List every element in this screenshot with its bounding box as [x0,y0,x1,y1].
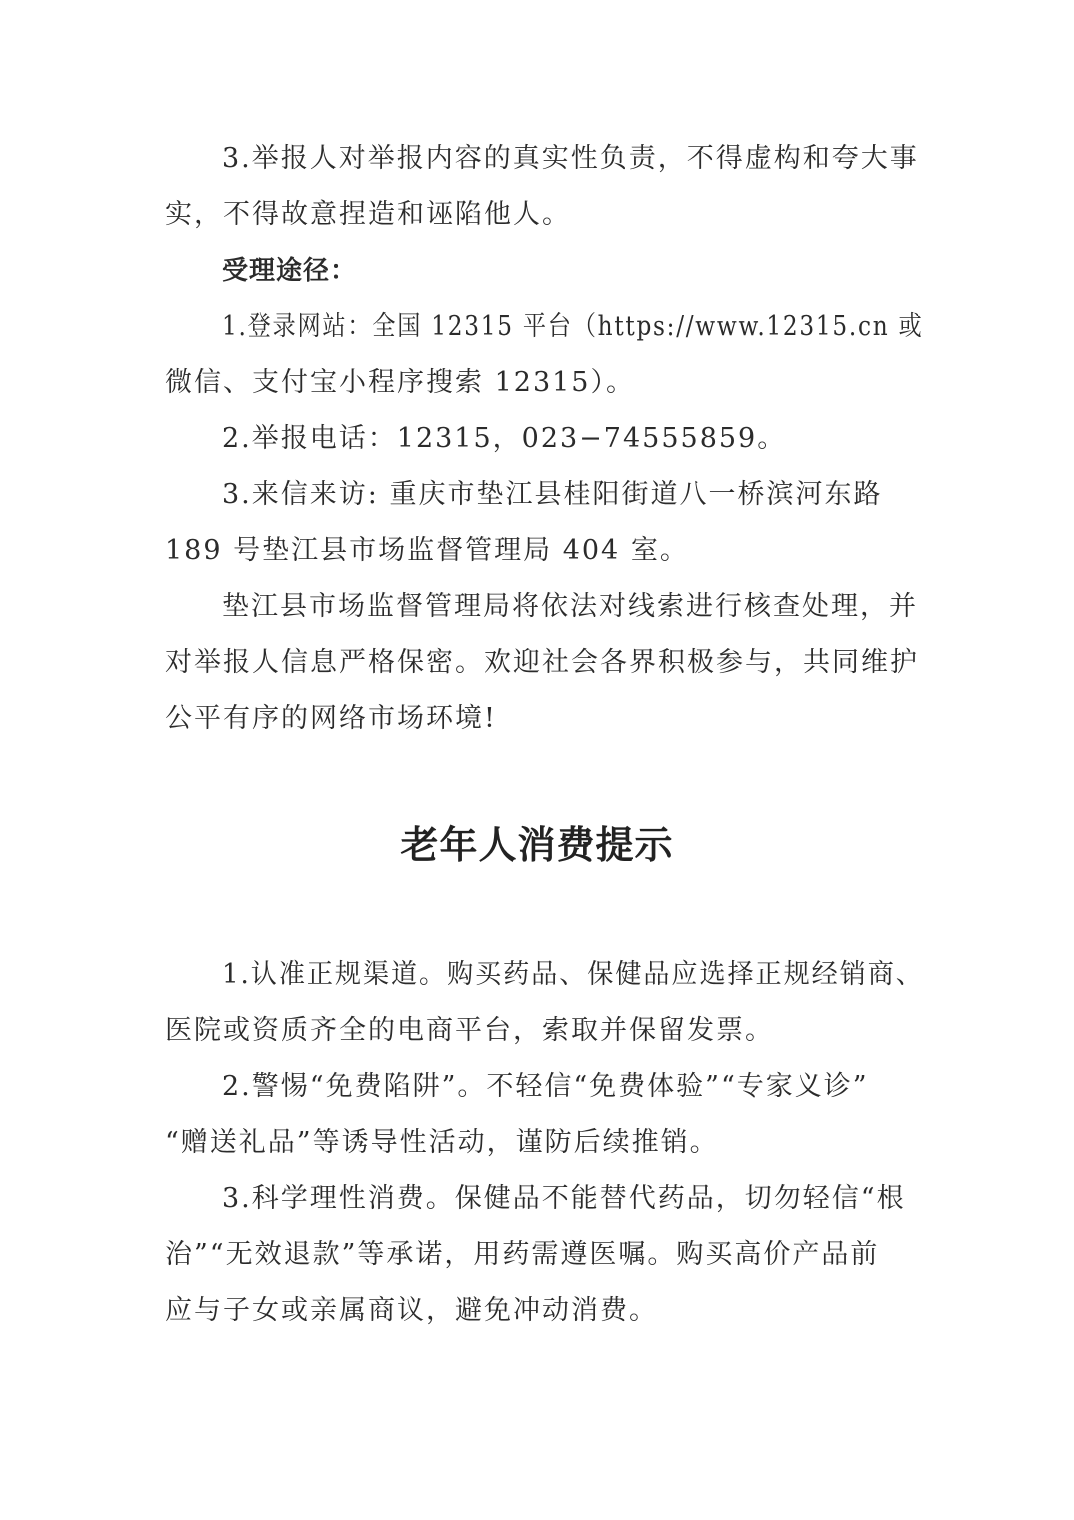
paragraph-line: 1.认准正规渠道。购买药品、保健品应选择正规经销商、 [222,959,924,990]
section-title: 老年人消费提示 [400,822,674,867]
paragraph-line: 对举报人信息严格保密。欢迎社会各界积极参与，共同维护 [165,647,919,678]
paragraph-line: 189 号垫江县市场监督管理局 404 室。 [165,535,689,566]
paragraph-line: 1.登录网站：全国 12315 平台（https://www.12315.cn 或 [222,311,924,342]
paragraph-line: 公平有序的网络市场环境! [165,703,497,734]
paragraph-line: 3.科学理性消费。保健品不能替代药品，切勿轻信“根 [222,1183,906,1214]
paragraph-line: 治”“无效退款”等承诺，用药需遵医嘱。购买高价产品前 [165,1239,880,1270]
paragraph-line: 微信、支付宝小程序搜索 12315）。 [165,367,635,398]
paragraph-line: 3.举报人对举报内容的真实性负责，不得虚构和夸大事 [222,143,919,174]
paragraph-line: 实，不得故意捏造和诬陷他人。 [165,199,571,230]
paragraph-line: 2.警惕“免费陷阱”。不轻信“免费体验”“专家义诊” [222,1071,869,1102]
paragraph-line: 医院或资质齐全的电商平台，索取并保留发票。 [165,1015,774,1046]
paragraph-line: “赠送礼品”等诱导性活动，谨防后续推销。 [165,1127,719,1158]
paragraph-line: 垫江县市场监督管理局将依法对线索进行核查处理，并 [222,591,918,622]
channels-heading: 受理途径： [222,256,358,286]
paragraph-line: 3.来信来访: 重庆市垫江县桂阳街道八一桥滨河东路 [222,479,883,510]
paragraph-line: 2.举报电话：12315，023−74555859。 [222,423,787,454]
paragraph-line: 应与子女或亲属商议，避免冲动消费。 [165,1295,658,1326]
